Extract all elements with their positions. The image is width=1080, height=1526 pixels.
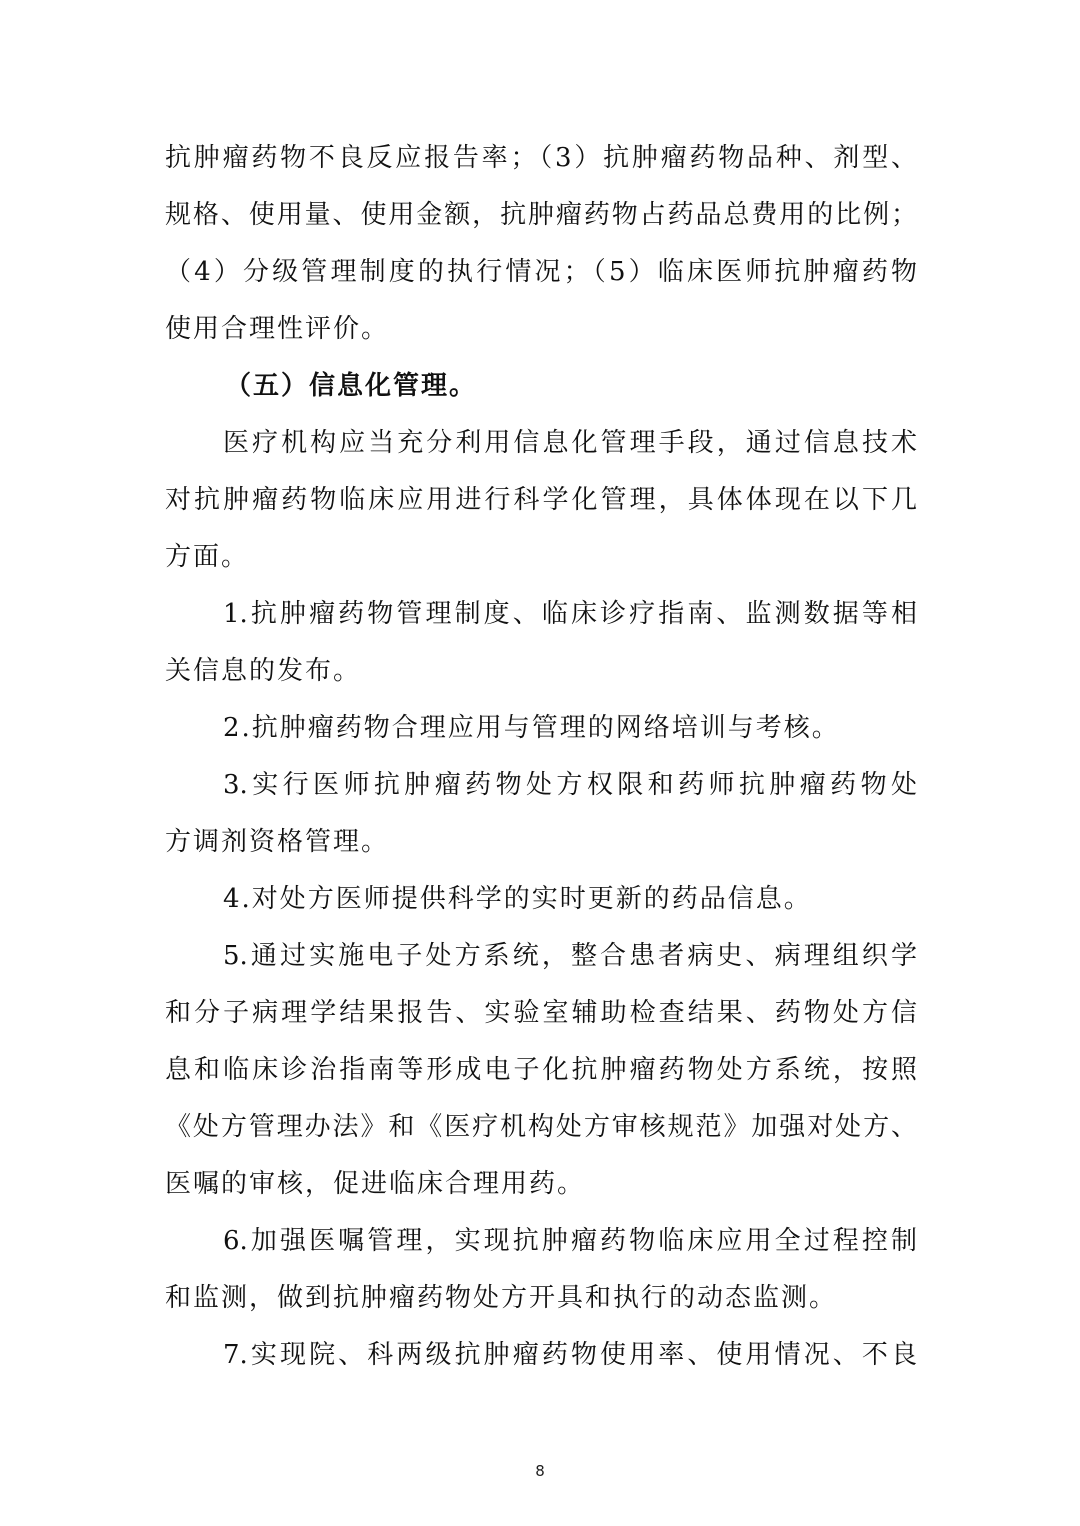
list-item-4: 4.对处方医师提供科学的实时更新的药品信息。 [223,884,812,914]
text-line: 方调剂资格管理。 [165,827,390,857]
section-heading: （五）信息化管理。 [225,371,478,401]
list-item-7: 7.实现院、科两级抗肿瘤药物使用率、使用情况、不良 [223,1340,917,1370]
text-line: 使用合理性评价。 [165,314,390,344]
text-line: （4）分级管理制度的执行情况；（5）临床医师抗肿瘤药物 [165,257,917,287]
document-body [165,130,917,1384]
list-item-5: 5.通过实施电子处方系统，整合患者病史、病理组织学 [223,941,917,971]
text-line: 抗肿瘤药物不良反应报告率；（3）抗肿瘤药物品种、剂型、 [165,143,917,173]
text-line: 规格、使用量、使用金额，抗肿瘤药物占药品总费用的比例； [165,200,917,230]
text-line: 对抗肿瘤药物临床应用进行科学化管理，具体体现在以下几 [165,485,917,515]
list-item-2: 2.抗肿瘤药物合理应用与管理的网络培训与考核。 [223,713,840,743]
text-line: 《处方管理办法》和《医疗机构处方审核规范》加强对处方、 [165,1112,917,1142]
text-line: 医疗机构应当充分利用信息化管理手段，通过信息技术 [223,428,917,458]
text-line: 和分子病理学结果报告、实验室辅助检查结果、药物处方信 [165,998,917,1028]
list-item-6: 6.加强医嘱管理，实现抗肿瘤药物临床应用全过程控制 [223,1226,917,1256]
text-line: 方面。 [165,542,250,572]
text-line: 息和临床诊治指南等形成电子化抗肿瘤药物处方系统，按照 [165,1055,917,1085]
text-line: 关信息的发布。 [165,656,362,686]
text-line: 和监测，做到抗肿瘤药物处方开具和执行的动态监测。 [165,1283,838,1313]
text-line: 医嘱的审核，促进临床合理用药。 [165,1169,586,1199]
page-number: 8 [535,1462,545,1480]
list-item-3: 3.实行医师抗肿瘤药物处方权限和药师抗肿瘤药物处 [223,770,917,800]
list-item-1: 1.抗肿瘤药物管理制度、临床诊疗指南、监测数据等相 [223,599,917,629]
